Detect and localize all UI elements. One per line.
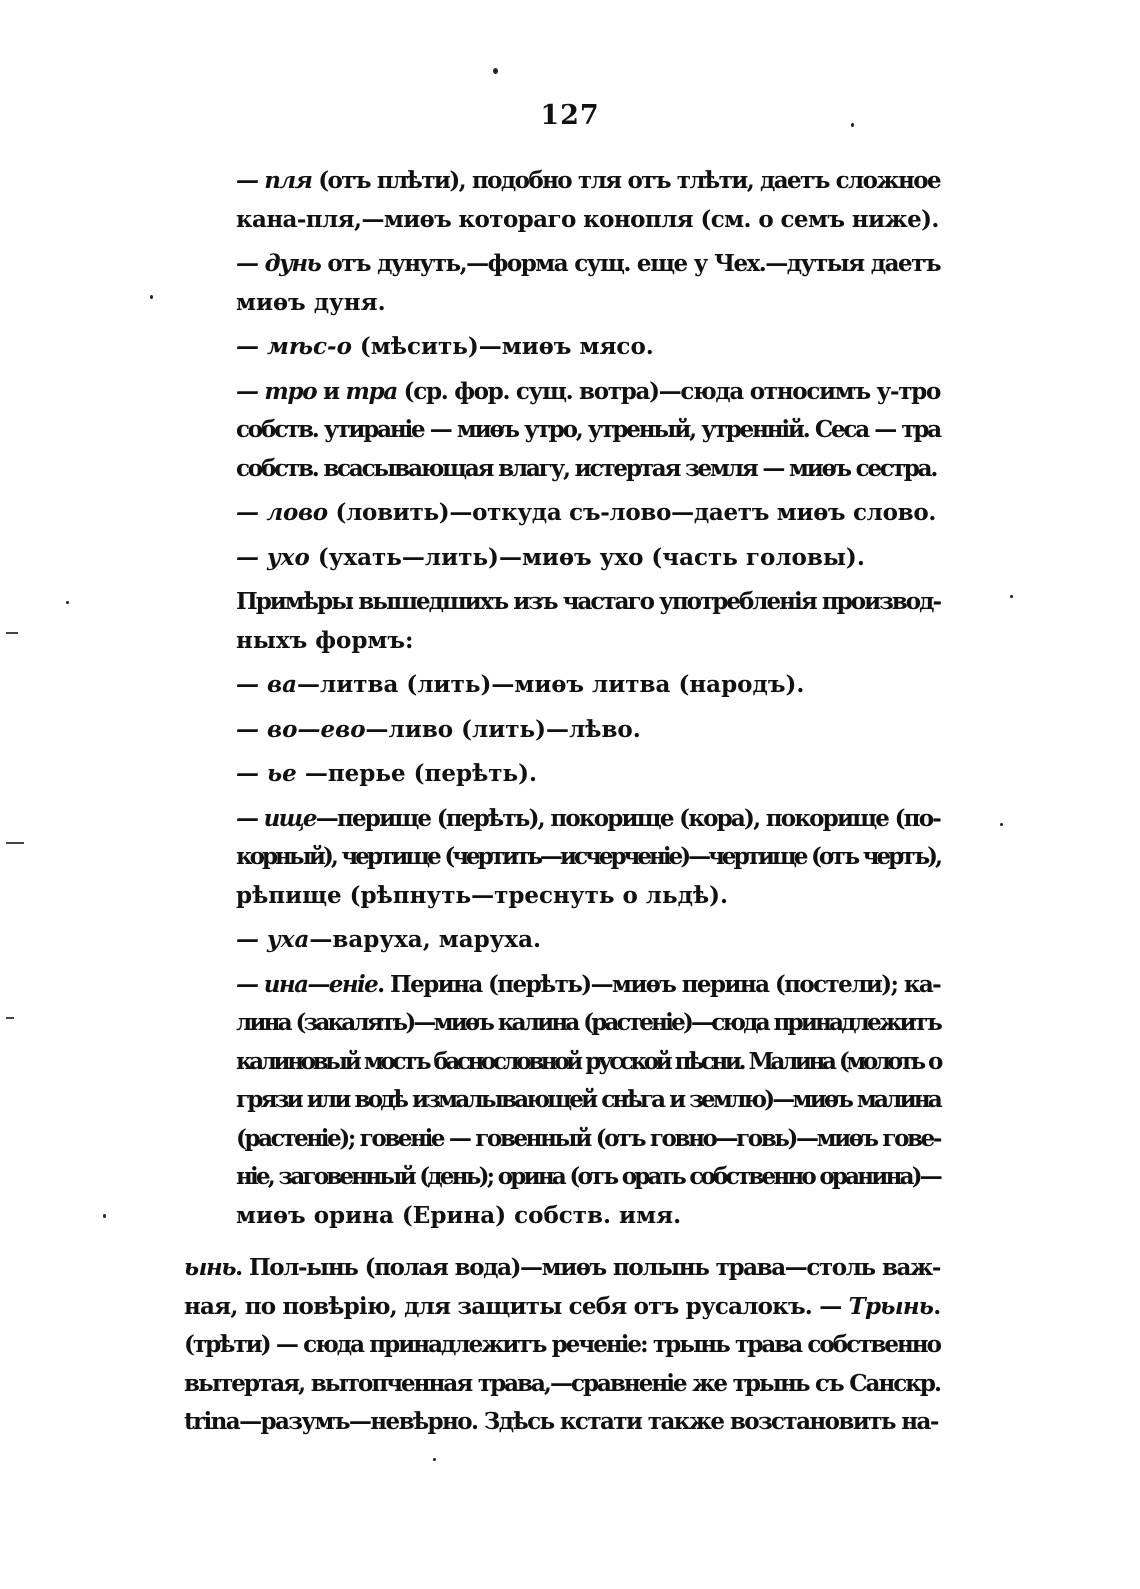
line-text: (растеніе); говеніе — говенный (отъ говно—говь)—миѳъ гове- <box>236 1124 940 1152</box>
line-text: и <box>316 377 346 405</box>
text-line <box>184 755 940 794</box>
italic-term: — тро <box>236 377 317 405</box>
paragraph-p9 <box>184 711 940 750</box>
line-text: (мѣсить)—миѳъ мясо. <box>351 333 654 360</box>
scan-speck <box>150 295 153 299</box>
text-line <box>184 162 940 201</box>
italic-term: — во—ево <box>236 715 366 743</box>
line-text: ніе, заговенный (день); орина (отъ орать собственно оранина)— <box>236 1163 940 1190</box>
text-line <box>184 1004 940 1043</box>
italic-term: — пля <box>236 167 312 194</box>
text-line <box>184 328 940 367</box>
text-line <box>184 245 940 284</box>
paragraph-p12 <box>184 921 940 960</box>
italic-term: — уха <box>236 926 310 953</box>
text-line <box>184 1043 940 1082</box>
text-line <box>184 966 940 1005</box>
line-text: лина (закалять)—миѳъ калина (растеніе)—сюда принадлежитъ <box>236 1009 940 1036</box>
line-text: миѳъ дуня. <box>236 288 386 316</box>
scan-speck <box>1000 823 1003 826</box>
text-line <box>184 1081 940 1120</box>
line-text: Примѣры вышедшихъ изъ частаго употребленія производ- <box>236 588 940 615</box>
text-line <box>184 373 940 412</box>
line-text: миѳъ орина (Ерина) собств. имя. <box>236 1201 682 1229</box>
page-number: 127 <box>540 100 600 131</box>
italic-term: — ухо <box>236 543 310 571</box>
text-line <box>184 1288 940 1327</box>
italic-term: — дунь <box>236 250 321 277</box>
line-text: (ухать—лить)—миѳъ ухо (часть головы). <box>309 543 865 571</box>
text-line <box>184 666 940 705</box>
scan-speck <box>493 68 498 74</box>
paragraph-p7 <box>184 583 940 660</box>
text-line <box>184 284 940 323</box>
paragraph-p6 <box>184 539 940 578</box>
paragraph-p13 <box>184 966 940 1236</box>
line-text: —перье (перѣть). <box>296 760 537 787</box>
text-line <box>184 877 940 916</box>
line-text: (ср. фор. сущ. вотра)—сюда относимъ у-тро <box>396 377 940 405</box>
margin-mark <box>6 1017 14 1019</box>
paragraph-p5 <box>184 494 940 533</box>
text-line <box>184 1403 940 1442</box>
text-line <box>184 921 940 960</box>
line-text: ная, по повѣрію, для защиты себя отъ русалокъ. — <box>184 1292 849 1320</box>
text-line <box>184 711 940 750</box>
text-line <box>184 201 940 240</box>
text-line <box>184 583 940 622</box>
scan-speck <box>66 601 69 604</box>
scan-speck <box>1010 595 1013 598</box>
italic-term: тра <box>345 377 397 405</box>
italic-term: — мѣс-о <box>236 333 352 360</box>
paragraph-p14 <box>184 1249 940 1442</box>
text-line <box>184 838 940 877</box>
text-line <box>184 800 940 839</box>
margin-mark <box>6 842 24 844</box>
paragraph-p1 <box>184 162 940 239</box>
italic-term: — ина—еніе <box>236 970 378 998</box>
italic-term: — ва <box>236 671 298 698</box>
line-text: —варуха, маруха. <box>309 926 542 953</box>
text-line <box>184 1326 940 1365</box>
line-text: кана-пля,—миѳъ котораго конопля (см. о семъ ниже). <box>236 205 939 233</box>
paragraph-p3 <box>184 328 940 367</box>
italic-term: ынь <box>184 1254 236 1281</box>
italic-term: — лово <box>236 499 328 526</box>
line-text: . Пол-ынь (полая вода)—миѳъ полынь трава—столь важ- <box>235 1254 940 1281</box>
line-text: . <box>933 1292 941 1320</box>
line-text: корный), чертище (чертить—исчерченіе)—чертище (отъ чертъ), <box>236 843 940 870</box>
text-line <box>184 1120 940 1159</box>
line-text: грязи или водѣ измалывающей снѣга и землю)—миѳъ малина <box>236 1086 940 1113</box>
italic-term: Трынь <box>848 1292 934 1320</box>
line-text: trina—разумъ—невѣрно. Здѣсь кстати также возстановить на- <box>184 1408 938 1435</box>
line-text: отъ дунуть,—форма сущ. еще у Чех.—дутыя даетъ <box>320 250 940 277</box>
text-line <box>184 494 940 533</box>
line-text: (ловить)—откуда съ-лово—даетъ миѳъ слово. <box>327 499 937 526</box>
text-line <box>184 1365 940 1404</box>
text-line <box>184 1158 940 1197</box>
line-text: собств. утираніе — миѳъ утро, утреный, утренній. Сеса — тра <box>236 416 940 443</box>
line-text: . Перина (перѣть)—миѳъ перина (постели); ка- <box>377 970 941 998</box>
body-text <box>184 162 940 1448</box>
scan-speck <box>433 1458 436 1461</box>
line-text: —литва (лить)—миѳъ литва (народъ). <box>297 671 805 698</box>
italic-term: — ье <box>236 760 297 787</box>
text-line <box>184 450 940 489</box>
line-text: (отъ плѣти), подобно тля отъ тлѣти, даетъ сложное <box>311 167 940 194</box>
italic-term: — ище <box>236 804 316 832</box>
paragraph-p2 <box>184 245 940 322</box>
margin-mark <box>6 632 18 634</box>
scan-speck <box>103 1214 106 1218</box>
line-text: —ливо (лить)—лѣво. <box>365 715 641 743</box>
paragraph-p4 <box>184 373 940 489</box>
text-line <box>184 1197 940 1236</box>
scan-speck <box>851 123 854 127</box>
paragraph-p10 <box>184 755 940 794</box>
text-line <box>184 622 940 661</box>
line-text: калиновый мостъ баснословной русской пѣсни. Малина (молоть о <box>236 1047 940 1075</box>
line-text: рѣпище (рѣпнуть—треснуть о льдѣ). <box>236 881 729 909</box>
text-line <box>184 1249 940 1288</box>
paragraph-p8 <box>184 666 940 705</box>
line-text: ныхъ формъ: <box>236 626 414 654</box>
text-line <box>184 539 940 578</box>
line-text: (трѣти) — сюда принадлежитъ реченіе: трынь трава собственно <box>184 1331 940 1358</box>
text-line <box>184 411 940 450</box>
line-text: собств. всасывающая влагу, истертая земля — миѳъ сестра. <box>236 454 937 482</box>
line-text: вытертая, вытопченная трава,—сравненіе же трынь съ Санскр. <box>184 1369 940 1397</box>
paragraph-p11 <box>184 800 940 916</box>
line-text: —перище (перѣть), покорище (кора), покорище (по- <box>315 804 941 832</box>
